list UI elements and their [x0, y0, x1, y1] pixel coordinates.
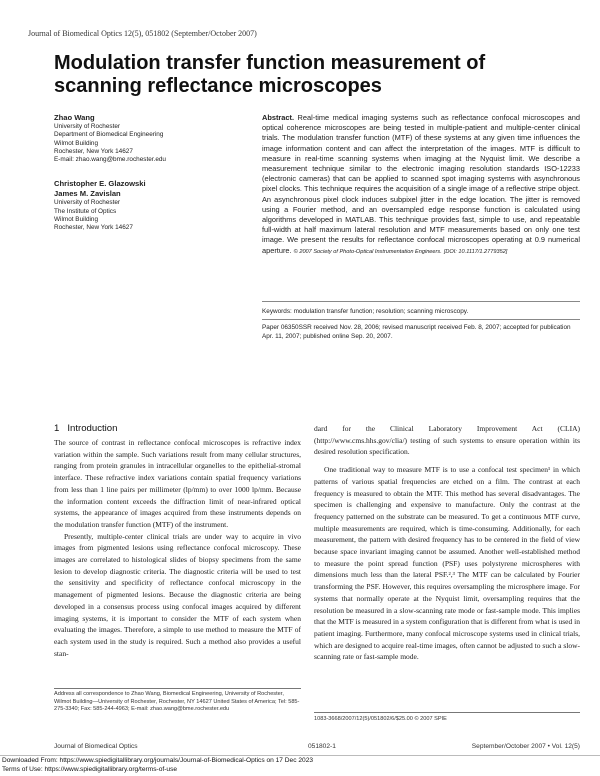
author-1 — [54, 113, 244, 164]
terms-note[interactable]: Terms of Use: https://www.spiedigitallibrary.org/terms-of-use — [2, 766, 178, 773]
download-divider — [0, 755, 600, 756]
body-column-right — [314, 423, 580, 663]
section-number: 1 — [54, 423, 60, 434]
divider — [262, 319, 580, 320]
affiliation-line: The Institute of Optics — [54, 207, 117, 215]
issn-note: 1083-3668/2007/12(5)/051802/6/$25.00 © 2007 SPIE — [314, 716, 447, 722]
footnote-rule — [314, 712, 580, 713]
download-note[interactable]: Downloaded From: https://www.spiedigitallibrary.org/journals/Journal-of-Biomedical-Optics on 17 Dec 2023 — [2, 757, 314, 764]
author-email: E-mail: zhao.wang@bme.rochester.edu — [54, 156, 166, 164]
abstract-copyright: © 2007 Society of Photo-Optical Instrumentation Engineers. — [293, 248, 442, 255]
author-name: Zhao Wang — [54, 113, 95, 122]
paper-history: Paper 06350SSR received Nov. 28, 2006; revised manuscript received Feb. 8, 2007; accepted for publication Apr. 11, 2007; published online Sep. 20, 2007. — [262, 324, 571, 340]
abstract-label: Abstract. — [262, 113, 295, 122]
footer-journal: Journal of Biomedical Optics — [54, 743, 138, 750]
author-2-3 — [54, 179, 244, 232]
affiliation-line: Rochester, New York 14627 — [54, 224, 133, 232]
footnote-rule — [54, 688, 301, 689]
paragraph: dard for the Clinical Laboratory Improvement Act (CLIA) (http://www.cms.hhs.gov/clia/) testing of such systems to ensure operation within its desired resolution specification. — [314, 424, 580, 457]
keywords: Keywords: modulation transfer function; resolution; scanning microscopy. — [262, 308, 469, 315]
affiliation-line: Wilmot Building — [54, 139, 99, 147]
author-name: Christopher E. Glazowski — [54, 179, 146, 189]
body-column-left — [54, 437, 301, 659]
footer-issue: September/October 2007 • Vol. 12(5) — [471, 743, 580, 750]
footer-page-number: 051802-1 — [308, 743, 336, 750]
paragraph: One traditional way to measure MTF is to use a confocal test specimen¹ in which patterns of various spatial frequencies are etched on a film. The contrast at each frequency is measured to obtain the MTF. This method has several disadvantages. The specimen is challenging and expensive to manufacture. Only the contrast at the frequency patterned on the substrate can be measured. To get a continuous MTF curve, multiple measurements are required, which is time-consuming. Additionally, for each measurement, the pattern with desired frequency has to be centered in the field of view because space invariant imaging cannot be assumed. Another well-established method to measure the point spread function (PSF) uses polystyrene microspheres with dimensions much less than the lateral PSF.²,³ The MTF can be calculated by Fourier transforming the PSF. However, this requires oversampling the microsphere image. For systems that normally operate at the Nyquist limit, oversampling requires that the resolution be measured in a slow-scanning rate mode or fast-sample mode. This implies that the MTF is measured in a system configuration that is different from what is used in patient imaging. Furthermore, many confocal microscope systems used in clinical trials, which are designed to acquire real-time images, often cannot be adjusted to such a slow-scanning rate or fast-sample mode. — [314, 465, 580, 662]
abstract — [262, 113, 580, 257]
author-block — [54, 113, 244, 248]
section-heading — [54, 423, 117, 434]
journal-header: Journal of Biomedical Optics 12(5), 051802 (September/October 2007) — [28, 29, 257, 38]
divider — [262, 301, 580, 302]
article-title: Modulation transfer function measurement of scanning reflectance microscopes — [54, 52, 486, 97]
correspondence-footnote: Address all correspondence to Zhao Wang, Biomedical Engineering, University of Rochester, Wilmot Building—University of Rochester, Rochester, NY 14627 United States of America; Tel: 585-275-3340; Fax: 585-244-4963; E-mail: zhao.wang@bme.rochester.edu — [54, 691, 300, 713]
author-name: James M. Zavislan — [54, 189, 121, 199]
affiliation-line: University of Rochester — [54, 123, 121, 130]
affiliation-line: Department of Biomedical Engineering — [54, 131, 164, 139]
affiliation-line: Wilmot Building — [54, 216, 99, 224]
affiliation-line: Rochester, New York 14627 — [54, 147, 133, 155]
abstract-text: Real-time medical imaging systems such as reflectance confocal microscopes and optical coherence microscopes are being tested in multiple-patient and multiple-center clinical trials. The modulation transfer function (MTF) of these systems at any given time influences the image information content and can affect the interpretation of the images. MTF is difficult to measure in real-time scanning systems when imaging at the Nyquist limit. We describe a measurement technique similar to the electronic imaging resolution standards ISO-12233 (electronic cameras) that can be applied to scanned spot imaging systems with asynchronous pixel clocks. This technique requires the acquisition of a single image of a reflective stripe object. An asynchronous pixel clock induces subpixel jitter in the edge location. The jitter is removed using a Fourier method, and an oversampled edge response function is calculated using algorithms developed in MATLAB. This technique provides fast, simple to use, and repeatable full-width at half maximum lateral resolution and MTF measurements based on only one test image. We present the results for reflectance confocal microscopes operating at 0.9 numerical aperture. — [262, 113, 580, 255]
section-title: Introduction — [67, 423, 118, 434]
abstract-doi: [DOI: 10.1117/1.2779352] — [443, 248, 508, 255]
paragraph: Presently, multiple-center clinical trials are under way to acquire in vivo images from pigmented lesions using reflectance confocal microscopy. These images are correlated to histological slides of biopsy specimens from the same lesion to develop diagnostic criteria. The diagnostic criteria will be used to test the sensitivity and specificity of reflectance confocal microscopy in the management of pigmented lesions. Because the diagnostic criteria are being developed in a consensus process using confocal images acquired by different imaging systems, it is important to consider the MTF of each system when evaluating the images. Therefore, a simple to use method to measure the MTF of each system used in the study is required. Such a method also provides a useful stan- — [54, 531, 301, 658]
paragraph: The source of contrast in reflectance confocal microscopes is refractive index variation within the sample. Such variations result from many cellular structures, ranging from protein granules in intracellular organelles to the epithelial-stromal interface. These refractive index variations contain spatial frequency variations from less than 1 line pairs per millimeter (lp/mm) to over 1000 lp/mm. Because the information content exceeds the diffraction limit of near-infrared optical systems, the appearance of images acquired from these instruments depends on the modulation transfer function (MTF) of the instrument. — [54, 438, 301, 529]
affiliation-line: University of Rochester — [54, 199, 121, 207]
